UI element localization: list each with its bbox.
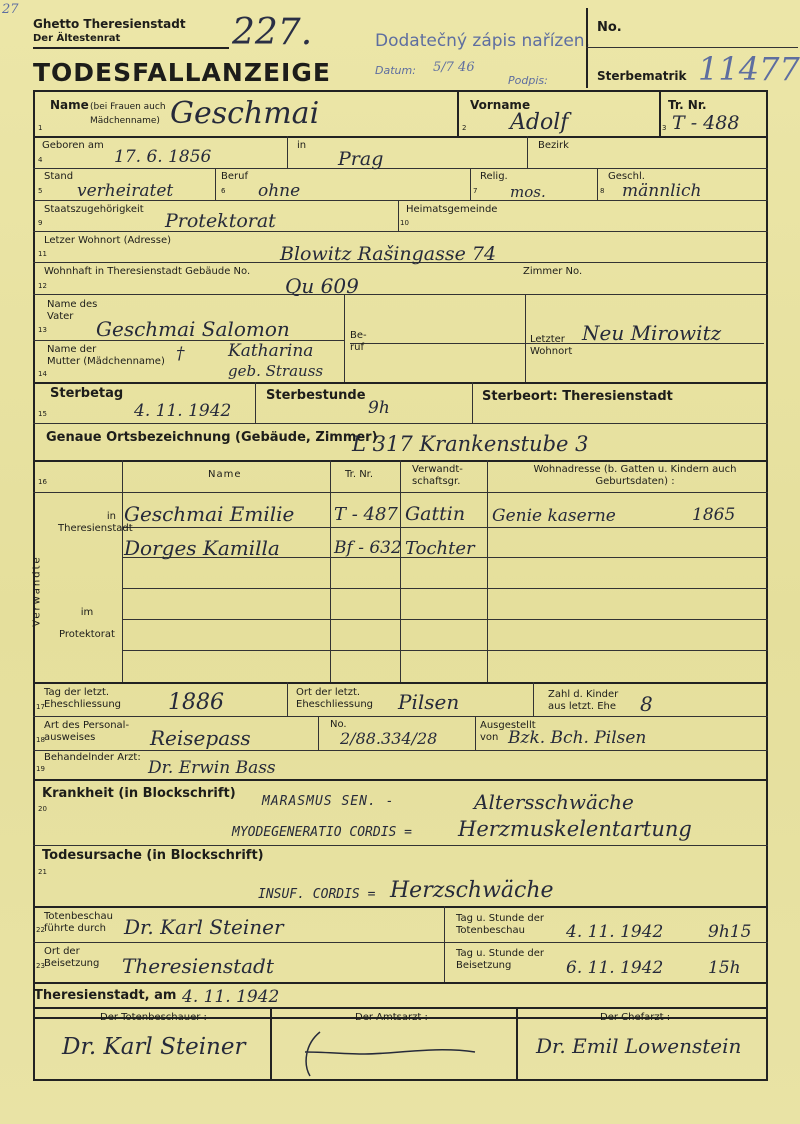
sterbematrik-value: 11477 xyxy=(698,50,800,88)
corner-mark: 27 xyxy=(2,2,19,17)
rule xyxy=(659,90,661,136)
rule xyxy=(318,716,319,750)
col-adresse: Wohnadresse (b. Gatten u. Kindern auch Geburtsdaten) : xyxy=(533,464,737,487)
im-protektorat-label: im Protektorat xyxy=(59,607,115,640)
rule xyxy=(344,294,345,382)
relative-2-name: Dorges Kamilla xyxy=(124,536,280,560)
rule xyxy=(527,136,528,168)
ausweis-no-label: No. xyxy=(330,719,347,730)
geboren-value: 17. 6. 1856 xyxy=(114,147,212,167)
rule xyxy=(122,588,768,589)
chefarzt-signature: Dr. Emil Lowenstein xyxy=(536,1034,742,1058)
sterbetag-value: 4. 11. 1942 xyxy=(134,401,232,421)
field-number: 18 xyxy=(36,736,45,744)
ursache-block: INSUF. CORDIS = xyxy=(258,887,376,902)
rule xyxy=(475,716,476,750)
relative-2-trnr: Bf - 632 xyxy=(334,538,402,558)
ort-label: Genaue Ortsbezeichnung (Gebäude, Zimmer) xyxy=(46,430,378,445)
totenbeschauer-label: Der Totenbeschauer : xyxy=(100,1012,207,1023)
in-label: in xyxy=(297,140,307,151)
beruf-value: ohne xyxy=(258,181,301,201)
rule xyxy=(533,682,534,716)
field-number: 2 xyxy=(462,124,467,132)
rule xyxy=(597,168,598,200)
stamp-datum-label: Datum: xyxy=(375,64,416,77)
sterbematrik-label: Sterbematrik xyxy=(597,69,687,83)
chefarzt-label: Der Chefarzt : xyxy=(600,1012,671,1023)
rule xyxy=(33,136,768,138)
field-number: 4 xyxy=(38,156,43,164)
rule xyxy=(33,906,768,908)
rule xyxy=(33,168,768,169)
geschl-value: männlich xyxy=(622,181,702,201)
rule xyxy=(487,460,488,682)
sterbestunde-label: Sterbestunde xyxy=(266,388,366,403)
kinder-label: Zahl d. Kinder aus letzt. Ehe xyxy=(548,689,619,712)
side-label: Verwandte xyxy=(31,555,43,627)
field-number: 22 xyxy=(36,926,45,934)
in-value: Prag xyxy=(338,148,384,170)
name-hint: (bei Frauen auch Mädchenname) xyxy=(90,102,166,126)
field-number: 1 xyxy=(38,124,43,132)
ausweis-art-label: Art des Personal- ausweises xyxy=(44,720,130,743)
beruf-label: Beruf xyxy=(221,171,248,182)
ehe-ort-label: Ort der letzt. Eheschliessung xyxy=(296,687,374,710)
record-number: 227. xyxy=(232,12,313,53)
stand-value: verheiratet xyxy=(77,181,174,201)
stand-label: Stand xyxy=(44,171,74,182)
beschau-tag-label: Tag u. Stunde der Totenbeschau xyxy=(456,913,545,936)
rule xyxy=(457,90,459,136)
relative-1-verwandt: Gattin xyxy=(405,503,466,525)
rule xyxy=(525,294,526,382)
field-number: 10 xyxy=(400,219,409,227)
place-date-value: 4. 11. 1942 xyxy=(182,987,280,1007)
vorname-value: Adolf xyxy=(510,110,569,135)
field-number: 17 xyxy=(36,703,45,711)
rule xyxy=(33,982,768,984)
org-council: Der Ältestenrat xyxy=(33,33,121,44)
field-number: 13 xyxy=(38,326,47,334)
ehe-ort-value: Pilsen xyxy=(398,690,460,714)
field-number: 7 xyxy=(473,187,478,195)
stamp-notice: Dodatečný zápis nařízen. xyxy=(375,31,590,51)
krankheit-line2-script: Herzmuskelentartung xyxy=(458,817,692,841)
beschau-value: Dr. Karl Steiner xyxy=(124,915,284,939)
rule xyxy=(215,168,216,200)
field-number: 3 xyxy=(662,124,667,132)
letzter-wohnort-value: Neu Mirowitz xyxy=(582,321,722,345)
rule xyxy=(444,906,445,982)
rule xyxy=(122,460,123,682)
heimat-label: Heimatsgemeinde xyxy=(406,204,498,215)
beruf2-label: Be- ruf xyxy=(350,330,367,353)
name-value: Geschmai xyxy=(170,96,320,131)
sterbetag-label: Sterbetag xyxy=(50,386,124,401)
kinder-value: 8 xyxy=(640,692,653,716)
rule xyxy=(33,382,768,384)
relative-2-verwandt: Tochter xyxy=(405,538,475,559)
no-label: No. xyxy=(597,20,622,35)
rule xyxy=(287,136,288,168)
totenbeschauer-signature: Dr. Karl Steiner xyxy=(62,1034,246,1060)
geboren-label: Geboren am xyxy=(42,140,104,151)
ursache-script: Herzschwäche xyxy=(390,878,554,903)
rule xyxy=(122,650,768,651)
rule xyxy=(287,682,288,716)
field-number: 15 xyxy=(38,410,47,418)
rule xyxy=(398,200,399,231)
beschau-label: Totenbeschau führte durch xyxy=(44,911,113,934)
mutter-label-2: Mutter (Mädchenname) xyxy=(47,356,165,367)
field-number: 9 xyxy=(38,219,43,227)
col-trnr: Tr. Nr. xyxy=(345,469,374,480)
bezirk-label: Bezirk xyxy=(538,140,569,151)
staat-value: Protektorat xyxy=(165,210,276,232)
ehe-tag-label: Tag der letzt. Eheschliessung xyxy=(44,687,122,710)
zimmer-label: Zimmer No. xyxy=(523,266,583,277)
rule xyxy=(33,716,768,717)
krankheit-line1-block: MARASMUS SEN. - xyxy=(262,794,395,809)
beschau-tag-value: 4. 11. 1942 xyxy=(566,922,664,942)
mutter-value: Katharina xyxy=(228,341,314,361)
col-verwandt: Verwandt- schaftsgr. xyxy=(412,464,463,487)
field-number: 16 xyxy=(38,478,47,486)
field-number: 12 xyxy=(38,282,47,290)
rule xyxy=(33,942,768,943)
trnr-value: T - 488 xyxy=(672,112,740,134)
letzter-wohnort-label: Letzter Wohnort xyxy=(530,334,573,357)
staat-label: Staatszugehörigkeit xyxy=(44,204,144,215)
field-number: 14 xyxy=(38,370,47,378)
relative-1-adresse: Genie kaserne xyxy=(492,506,616,526)
field-number: 20 xyxy=(38,805,47,813)
in-theresienstadt-label: in Theresienstadt xyxy=(58,511,133,534)
rule xyxy=(122,527,768,528)
rule xyxy=(33,231,768,232)
ausweis-no-value: 2/88.334/28 xyxy=(340,729,438,748)
beschau-stunde-value: 9h15 xyxy=(708,922,752,942)
amtsarzt-signature-scribble xyxy=(285,1024,485,1079)
beisetzung-tag-label: Tag u. Stunde der Beisetzung xyxy=(456,948,545,971)
krankheit-line2-block: MYODEGENERATIO CORDIS = xyxy=(232,825,413,840)
gebaeude-value: Qu 609 xyxy=(285,274,359,298)
rule xyxy=(330,460,331,682)
rule xyxy=(33,423,768,424)
stamp-datum-value: 5/7 46 xyxy=(433,60,475,75)
ursache-label: Todesursache (in Blockschrift) xyxy=(42,848,264,863)
trnr-label: Tr. Nr. xyxy=(668,98,707,112)
place-date-label: Theresienstadt, am xyxy=(34,988,177,1003)
rule xyxy=(33,294,768,295)
rule xyxy=(472,382,473,423)
stamp-podpis-label: Podpis: xyxy=(508,74,548,87)
sterbestunde-value: 9h xyxy=(368,398,390,418)
rule xyxy=(516,1007,518,1079)
relative-1-year: 1865 xyxy=(692,505,736,525)
krankheit-label: Krankheit (in Blockschrift) xyxy=(42,786,236,801)
rule xyxy=(33,750,768,751)
wohnort-label: Letzer Wohnort (Adresse) xyxy=(44,235,172,246)
ehe-tag-value: 1886 xyxy=(168,690,224,715)
ausgestellt-label: Ausgestellt von xyxy=(480,720,536,743)
beisetzung-tag-value: 6. 11. 1942 xyxy=(566,958,664,978)
vater-label-2: Vater xyxy=(47,311,74,322)
beisetzung-stunde-value: 15h xyxy=(708,958,741,978)
rule xyxy=(255,382,256,423)
rule xyxy=(33,845,768,846)
rule xyxy=(470,168,471,200)
header-rule xyxy=(33,47,229,49)
arzt-value: Dr. Erwin Bass xyxy=(148,758,276,778)
rule xyxy=(400,460,401,682)
ausweis-art-value: Reisepass xyxy=(150,726,251,750)
rule xyxy=(122,619,768,620)
org-name: Ghetto Theresienstadt xyxy=(33,17,186,31)
beisetzung-ort-value: Theresienstadt xyxy=(122,954,274,978)
col-name: Name xyxy=(208,469,242,480)
field-number: 8 xyxy=(600,187,605,195)
field-number: 21 xyxy=(38,868,47,876)
field-number: 11 xyxy=(38,250,47,258)
geschl-label: Geschl. xyxy=(608,171,645,182)
vater-label: Name des xyxy=(47,299,98,310)
rule xyxy=(350,343,525,344)
header-divider xyxy=(586,8,588,88)
beisetzung-ort-label: Ort der Beisetzung xyxy=(44,946,100,969)
field-number: 23 xyxy=(36,962,45,970)
ort-value: L 317 Krankenstube 3 xyxy=(352,432,589,456)
mutter-maiden: geb. Strauss xyxy=(228,362,324,380)
arzt-label: Behandelnder Arzt: xyxy=(44,752,141,763)
rule xyxy=(270,1007,272,1079)
relig-value: mos. xyxy=(510,183,546,201)
mutter-label: Name der xyxy=(47,344,97,355)
amtsarzt-label: Der Amtsarzt : xyxy=(355,1012,428,1023)
wohnort-value: Blowitz Rašingasse 74 xyxy=(280,243,497,265)
field-number: 19 xyxy=(36,765,45,773)
field-number: 6 xyxy=(221,187,226,195)
vorname-label: Vorname xyxy=(470,98,531,112)
relative-1-name: Geschmai Emilie xyxy=(124,502,295,526)
vater-value: Geschmai Salomon xyxy=(96,317,290,341)
form-title: TODESFALLANZEIGE xyxy=(33,58,331,87)
sterbeort-label: Sterbeort: Theresienstadt xyxy=(482,389,673,404)
relative-1-trnr: T - 487 xyxy=(334,504,398,525)
mutter-mark: † xyxy=(176,344,185,364)
ausgestellt-value: Bzk. Bch. Pilsen xyxy=(508,728,647,748)
name-label: Name xyxy=(50,98,89,112)
no-rule xyxy=(586,47,798,48)
relig-label: Relig. xyxy=(480,171,508,182)
gebaeude-label: Wohnhaft in Theresienstadt Gebäude No. xyxy=(44,266,251,277)
rule xyxy=(33,682,768,684)
rule xyxy=(33,779,768,781)
krankheit-line1-script: Altersschwäche xyxy=(474,790,634,814)
field-number: 5 xyxy=(38,187,43,195)
